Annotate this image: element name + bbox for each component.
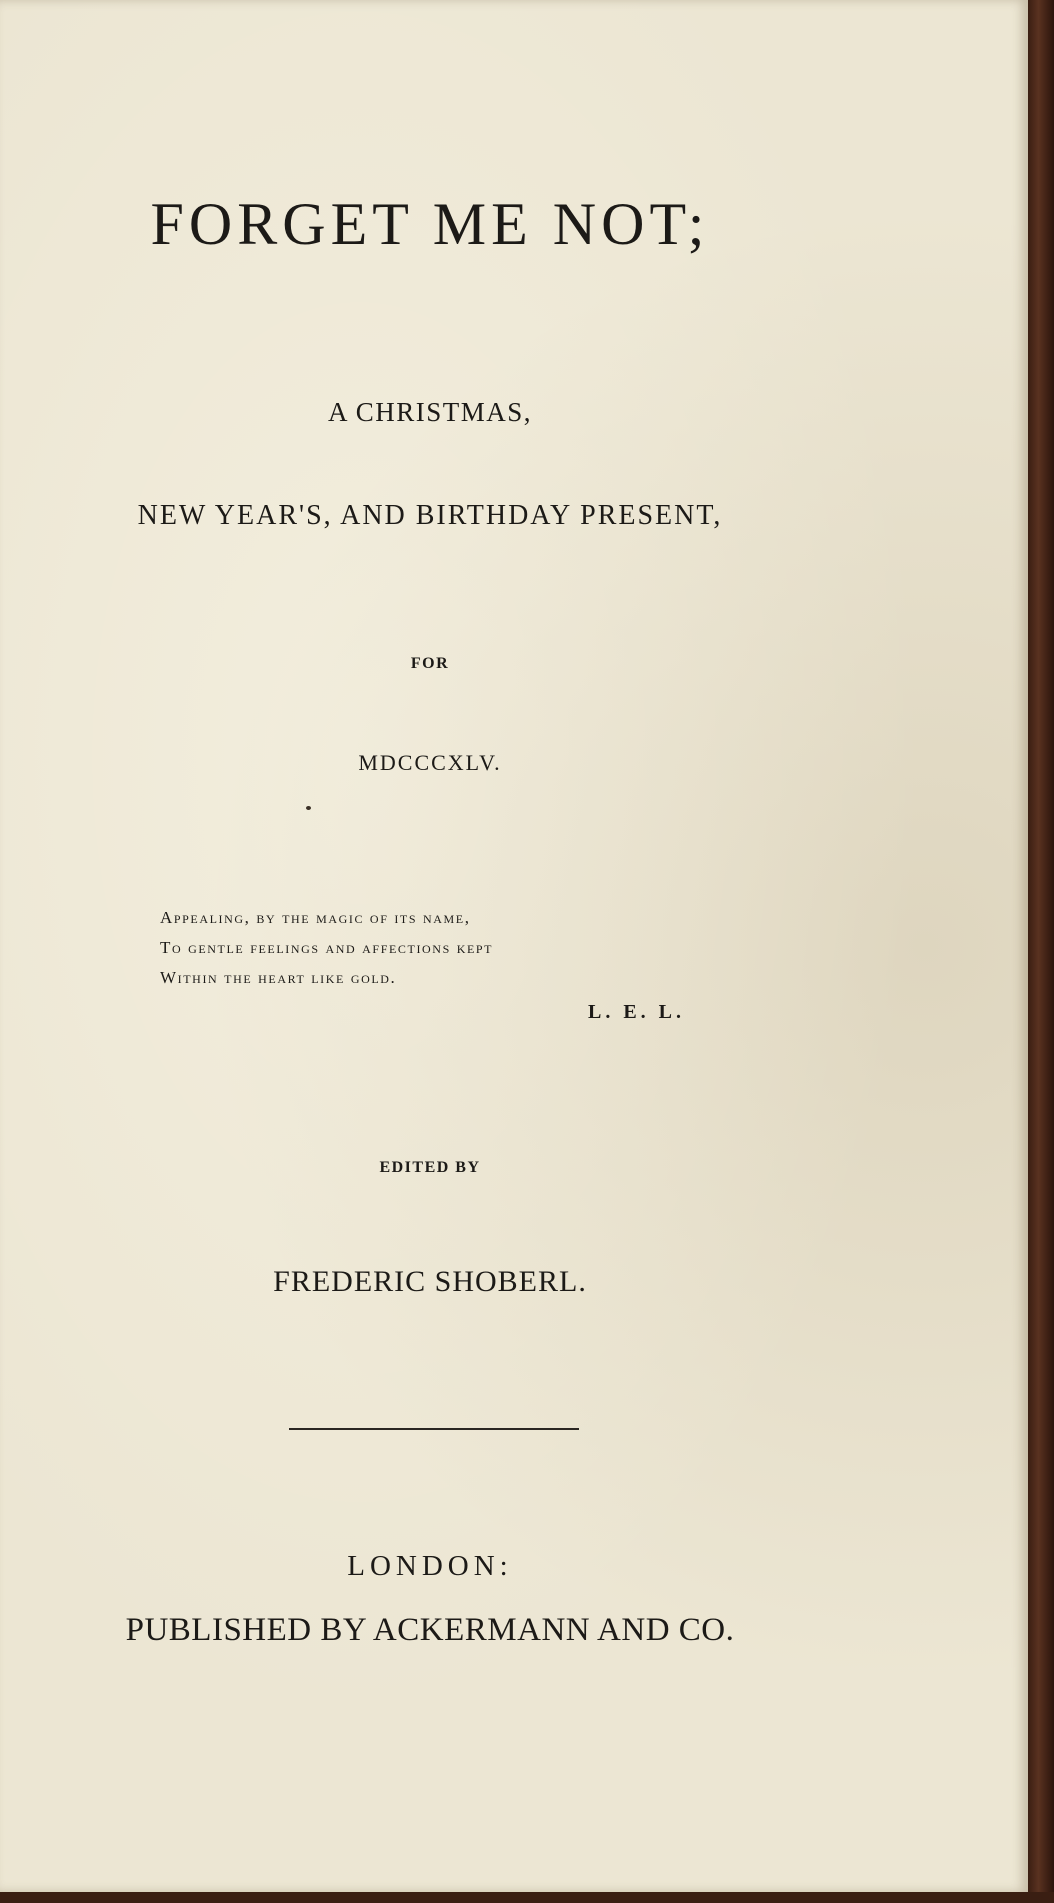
- book-spine-edge: [1028, 0, 1054, 1903]
- edited-by-label: EDITED BY: [379, 1159, 481, 1176]
- epigraph-line: Within the heart like gold.: [160, 968, 397, 987]
- epigraph: [160, 903, 493, 993]
- epigraph-line: To gentle feelings and affections kept: [160, 938, 494, 957]
- epigraph-attribution: L. E. L.: [588, 1001, 686, 1023]
- for-label: FOR: [410, 655, 450, 672]
- subtitle-line-1: A CHRISTMAS,: [327, 397, 533, 427]
- imprint-city: LONDON:: [347, 1550, 513, 1582]
- publication-year: MDCCCXLV.: [358, 750, 502, 775]
- ink-speck: [306, 806, 311, 810]
- imprint-publisher: PUBLISHED BY ACKERMANN AND CO.: [125, 1612, 735, 1648]
- divider-rule: [289, 1428, 579, 1430]
- book-bottom-edge: [0, 1892, 1054, 1903]
- subtitle-line-2: NEW YEAR'S, AND BIRTHDAY PRESENT,: [137, 500, 723, 531]
- book-title: FORGET ME NOT;: [150, 191, 710, 257]
- editor-name: FREDERIC SHOBERL.: [273, 1265, 587, 1298]
- epigraph-line: Appealing, by the magic of its name,: [160, 908, 471, 927]
